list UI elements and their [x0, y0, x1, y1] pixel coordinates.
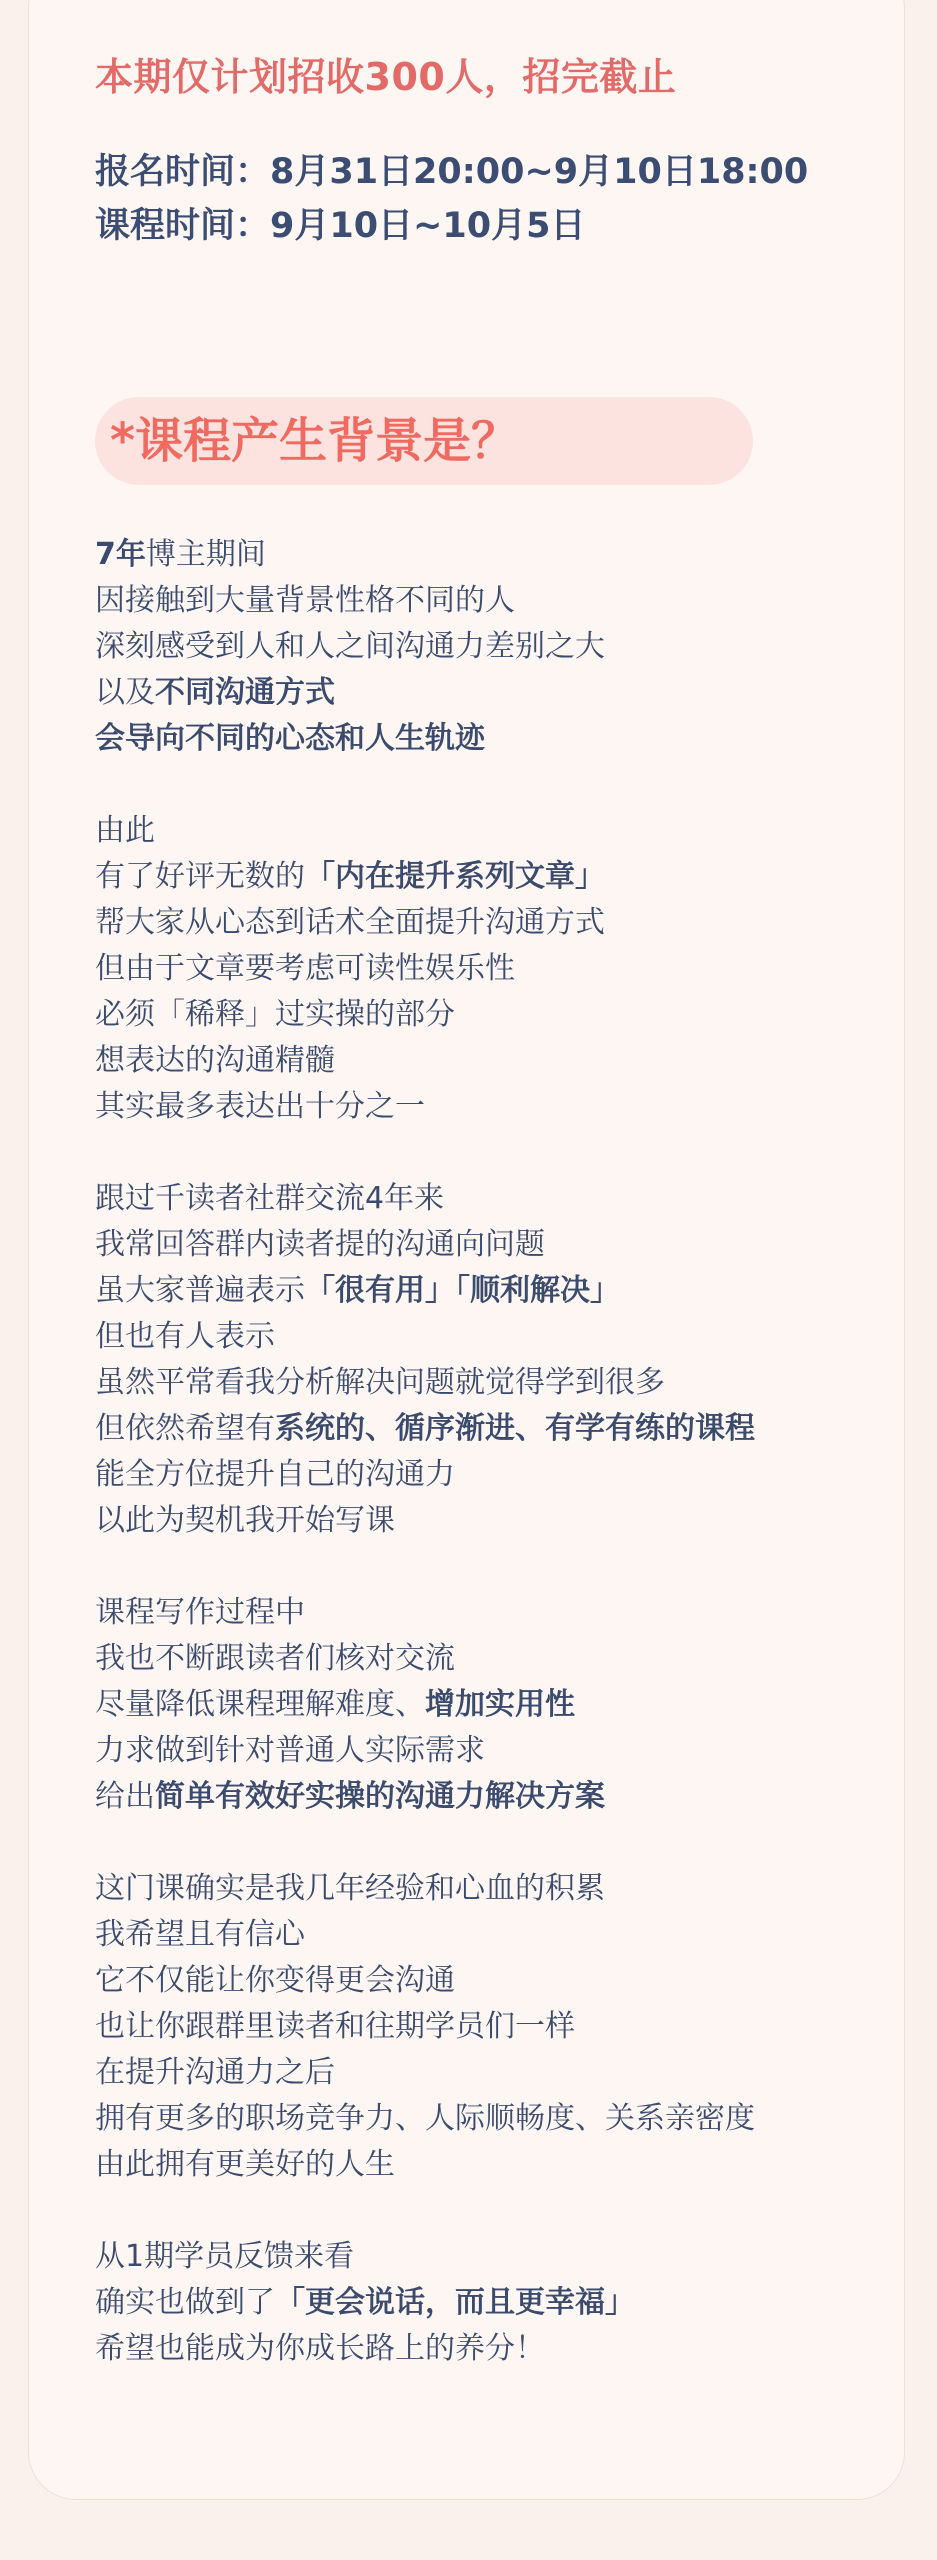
course-time: 课程时间：9月10日~10月5日 [95, 206, 586, 246]
schedule-info [95, 145, 808, 253]
text-line: 我希望且有信心 [95, 1917, 305, 1952]
text-line: 以此为契机我开始写课 [95, 1503, 395, 1538]
text-line: 7年博主期间 [95, 537, 266, 572]
text-line: 在提升沟通力之后 [95, 2055, 335, 2090]
text-line: 以及不同沟通方式 [95, 675, 335, 710]
text-line: 但依然希望有系统的、循序渐进、有学有练的课程 [95, 1411, 755, 1446]
text-line: 也让你跟群里读者和往期学员们一样 [95, 2009, 575, 2044]
text-line: 拥有更多的职场竞争力、人际顺畅度、关系亲密度 [95, 2101, 755, 2136]
text-line: 力求做到针对普通人实际需求 [95, 1733, 485, 1768]
text-line: 有了好评无数的「内在提升系列文章」 [95, 859, 605, 894]
text-line: 确实也做到了「更会说话，而且更幸福」 [95, 2285, 635, 2320]
text-line: 但由于文章要考虑可读性娱乐性 [95, 951, 515, 986]
text-line: 从1期学员反馈来看 [95, 2239, 355, 2274]
text-line: 其实最多表达出十分之一 [95, 1089, 425, 1124]
paragraph-gap [95, 1544, 855, 1590]
paragraph-gap [95, 762, 855, 808]
paragraph-gap [95, 1820, 855, 1866]
text-line: 由此拥有更美好的人生 [95, 2147, 395, 2182]
paragraph-gap [95, 2188, 855, 2234]
text-line: 会导向不同的心态和人生轨迹 [95, 721, 485, 756]
signup-time: 报名时间：8月31日20:00~9月10日18:00 [95, 152, 809, 192]
enrollment-headline: 本期仅计划招收300人，招完截止 [95, 55, 677, 99]
text-line: 课程写作过程中 [95, 1595, 305, 1630]
background-story [95, 532, 855, 2372]
text-line: 我也不断跟读者们核对交流 [95, 1641, 455, 1676]
text-line: 虽大家普遍表示「很有用」「顺利解决」 [95, 1273, 620, 1308]
text-line: 给出简单有效好实操的沟通力解决方案 [95, 1779, 605, 1814]
text-line: 想表达的沟通精髓 [95, 1043, 335, 1078]
text-line: 尽量降低课程理解难度、增加实用性 [95, 1687, 575, 1722]
text-line: 深刻感受到人和人之间沟通力差别之大 [95, 629, 605, 664]
text-line: 由此 [95, 813, 155, 848]
text-line: 必须「稀释」过实操的部分 [95, 997, 455, 1032]
text-line: 它不仅能让你变得更会沟通 [95, 1963, 455, 1998]
text-line: 这门课确实是我几年经验和心血的积累 [95, 1871, 605, 1906]
text-line: 帮大家从心态到话术全面提升沟通方式 [95, 905, 605, 940]
text-line: 我常回答群内读者提的沟通向问题 [95, 1227, 545, 1262]
text-line: 虽然平常看我分析解决问题就觉得学到很多 [95, 1365, 665, 1400]
paragraph-gap [95, 1130, 855, 1176]
section-title-pill: *课程产生背景是？ [95, 397, 753, 485]
text-line: 跟过千读者社群交流4年来 [95, 1181, 445, 1216]
text-line: 因接触到大量背景性格不同的人 [95, 583, 515, 618]
text-line: 能全方位提升自己的沟通力 [95, 1457, 455, 1492]
text-line: 但也有人表示 [95, 1319, 275, 1354]
text-line: 希望也能成为你成长路上的养分！ [95, 2331, 545, 2366]
